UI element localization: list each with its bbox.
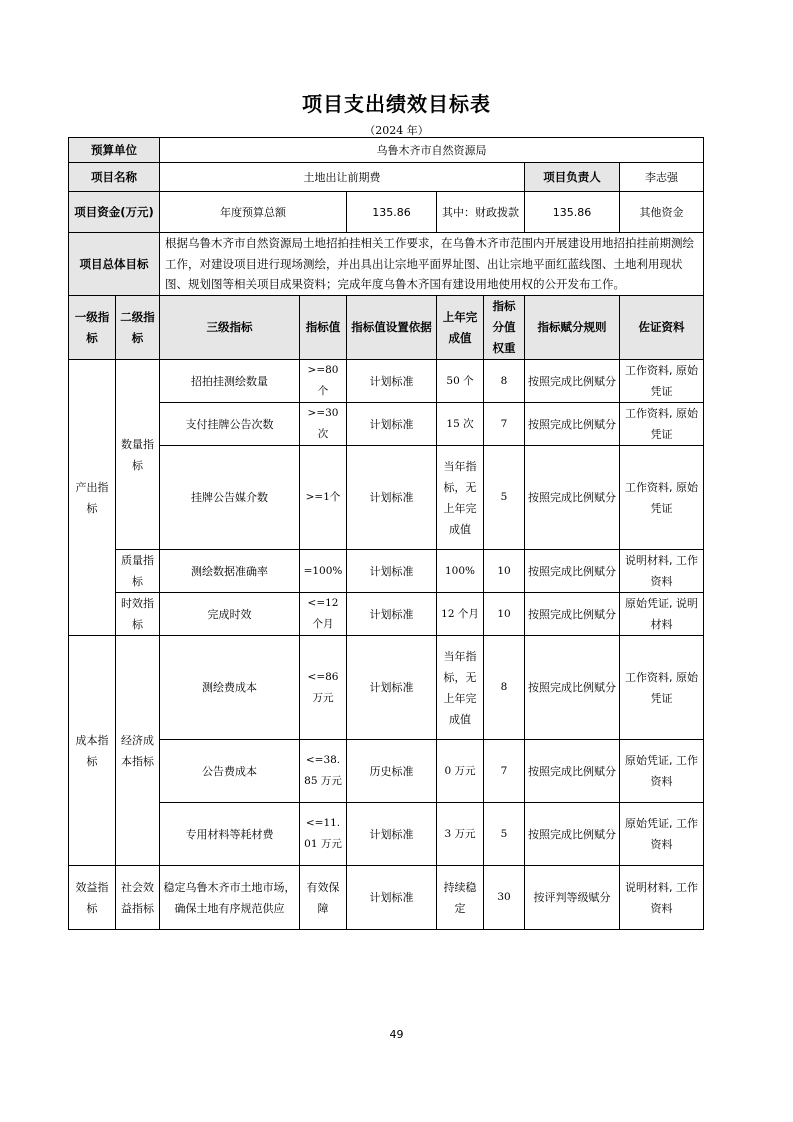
indicator-evidence: 工作资料, 原始凭证 [620, 636, 704, 740]
indicator-weight: 5 [484, 446, 525, 550]
header-basis: 指标值设置依据 [347, 296, 437, 360]
funds-label: 项目资金(万元) [69, 192, 160, 233]
indicator-evidence: 工作资料, 原始凭证 [620, 403, 704, 446]
indicator-value: <=38.85 万元 [300, 740, 347, 803]
indicator-basis: 计划标准 [347, 803, 437, 866]
indicator-rule: 按照完成比例赋分 [525, 593, 620, 636]
indicator-last-year: 50 个 [437, 360, 484, 403]
indicator-basis: 计划标准 [347, 446, 437, 550]
indicator-rule: 按照完成比例赋分 [525, 740, 620, 803]
header-rule: 指标赋分规则 [525, 296, 620, 360]
indicator-name: 招拍挂测绘数量 [160, 360, 300, 403]
header-evidence: 佐证资料 [620, 296, 704, 360]
header-level2: 二级指标 [116, 296, 160, 360]
header-level3: 三级指标 [160, 296, 300, 360]
annual-budget-value: 135.86 [347, 192, 437, 233]
goal-label: 项目总体目标 [69, 233, 160, 296]
year-label: （2024 年） [364, 124, 429, 137]
indicator-name: 挂牌公告媒介数 [160, 446, 300, 550]
indicator-evidence: 说明材料, 工作资料 [620, 866, 704, 930]
indicator-last-year: 3 万元 [437, 803, 484, 866]
indicator-rule: 按照完成比例赋分 [525, 803, 620, 866]
manager-value: 李志强 [620, 163, 704, 192]
indicator-rule: 按照完成比例赋分 [525, 360, 620, 403]
fiscal-label: 其中：财政拨款 [437, 192, 525, 233]
indicator-rule: 按照完成比例赋分 [525, 550, 620, 593]
goal-text: 根据乌鲁木齐市自然资源局土地招拍挂相关工作要求，在乌鲁木齐市范围内开展建设用地招拍挂前期测绘工作，对建设项目进行现场测绘，并出具出让宗地平面界址图、出让宗地平面红蓝线图、土地利用现状图、规划图等相关项目成果资料；完成年度乌鲁木齐国有建设用地使用权的公开发布工作。 [160, 233, 704, 296]
subgroup-social: 社会效益指标 [116, 866, 160, 930]
indicator-last-year: 12 个月 [437, 593, 484, 636]
subgroup-timeliness: 时效指标 [116, 593, 160, 636]
budget-unit-label: 预算单位 [69, 138, 160, 163]
indicator-value: >=1个 [300, 446, 347, 550]
header-level1: 一级指标 [69, 296, 116, 360]
indicator-basis: 计划标准 [347, 866, 437, 930]
indicator-evidence: 说明材料, 工作资料 [620, 550, 704, 593]
indicator-basis: 计划标准 [347, 403, 437, 446]
group-output: 产出指标 [69, 360, 116, 636]
fiscal-value: 135.86 [525, 192, 620, 233]
indicator-weight: 8 [484, 360, 525, 403]
indicator-value: =100% [300, 550, 347, 593]
indicator-value: <=86万元 [300, 636, 347, 740]
indicator-name: 稳定乌鲁木齐市土地市场，确保土地有序规范供应 [160, 866, 300, 930]
subgroup-economic: 经济成本指标 [116, 636, 160, 866]
indicator-evidence: 工作资料, 原始凭证 [620, 360, 704, 403]
subgroup-quality: 质量指标 [116, 550, 160, 593]
indicator-basis: 计划标准 [347, 550, 437, 593]
page-number: 49 [389, 1028, 404, 1041]
indicator-name: 支付挂牌公告次数 [160, 403, 300, 446]
indicator-basis: 计划标准 [347, 593, 437, 636]
indicator-evidence: 工作资料, 原始凭证 [620, 446, 704, 550]
group-cost: 成本指标 [69, 636, 116, 866]
indicator-basis: 计划标准 [347, 636, 437, 740]
indicator-name: 测绘数据准确率 [160, 550, 300, 593]
indicator-evidence: 原始凭证, 工作资料 [620, 740, 704, 803]
indicator-value: 有效保障 [300, 866, 347, 930]
indicator-weight: 10 [484, 593, 525, 636]
header-last-year: 上年完成值 [437, 296, 484, 360]
indicator-rule: 按照完成比例赋分 [525, 403, 620, 446]
indicator-name: 测绘费成本 [160, 636, 300, 740]
indicator-last-year: 持续稳定 [437, 866, 484, 930]
indicator-rule: 按照完成比例赋分 [525, 636, 620, 740]
indicator-last-year: 0 万元 [437, 740, 484, 803]
other-funds-label: 其他资金 [620, 192, 704, 233]
project-name-label: 项目名称 [69, 163, 160, 192]
indicator-value: <=12个月 [300, 593, 347, 636]
indicator-weight: 7 [484, 740, 525, 803]
indicator-basis: 历史标准 [347, 740, 437, 803]
header-value: 指标值 [300, 296, 347, 360]
indicator-rule: 按照完成比例赋分 [525, 446, 620, 550]
page-title: 项目支出绩效目标表 [302, 92, 491, 116]
indicator-name: 专用材料等耗材费 [160, 803, 300, 866]
indicator-value: <=11.01 万元 [300, 803, 347, 866]
indicator-weight: 8 [484, 636, 525, 740]
manager-label: 项目负责人 [525, 163, 620, 192]
indicator-weight: 30 [484, 866, 525, 930]
indicator-value: >=30次 [300, 403, 347, 446]
indicator-value: >=80个 [300, 360, 347, 403]
subgroup-quantity: 数量指标 [116, 360, 160, 550]
indicator-weight: 7 [484, 403, 525, 446]
indicator-evidence: 原始凭证, 说明材料 [620, 593, 704, 636]
indicator-name: 完成时效 [160, 593, 300, 636]
header-weight: 指标分值权重 [484, 296, 525, 360]
performance-target-table [68, 137, 704, 930]
indicator-last-year: 15 次 [437, 403, 484, 446]
budget-unit-value: 乌鲁木齐市自然资源局 [160, 138, 704, 163]
group-benefit: 效益指标 [69, 866, 116, 930]
indicator-weight: 10 [484, 550, 525, 593]
indicator-basis: 计划标准 [347, 360, 437, 403]
indicator-last-year: 当年指标，无上年完成值 [437, 636, 484, 740]
indicator-rule: 按评判等级赋分 [525, 866, 620, 930]
indicator-name: 公告费成本 [160, 740, 300, 803]
annual-budget-label: 年度预算总额 [160, 192, 347, 233]
indicator-evidence: 原始凭证, 工作资料 [620, 803, 704, 866]
project-name-value: 土地出让前期费 [160, 163, 525, 192]
indicator-weight: 5 [484, 803, 525, 866]
indicator-last-year: 100% [437, 550, 484, 593]
indicator-last-year: 当年指标，无上年完成值 [437, 446, 484, 550]
